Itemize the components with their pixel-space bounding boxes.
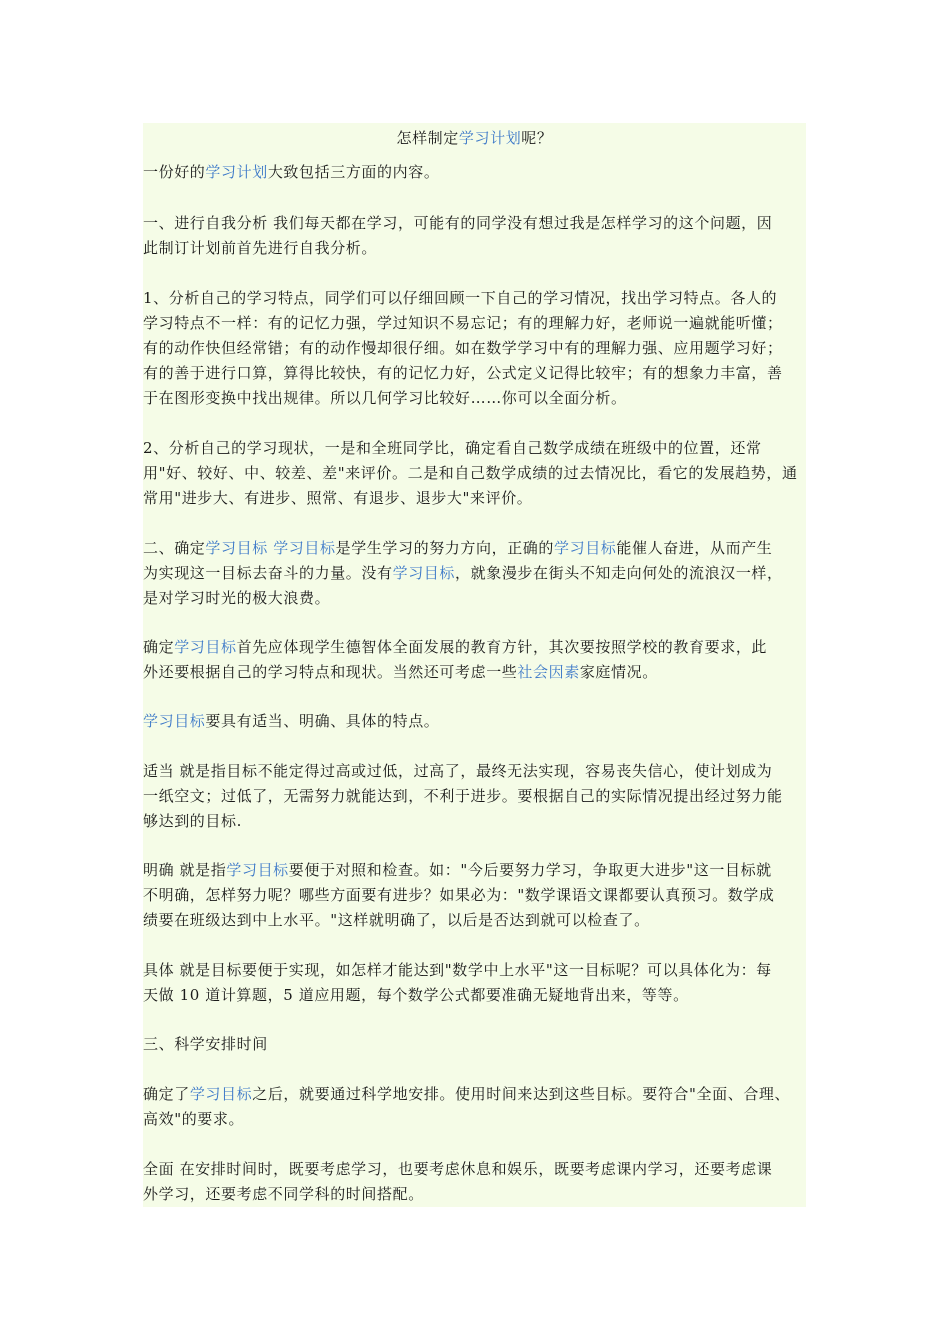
paragraph-line: 绩要在班级达到中上水平。"这样就明确了，以后是否达到就可以检查了。: [143, 911, 650, 929]
paragraph-line: 明确 就是指学习目标要便于对照和检查。如："今后要努力学习，争取更大进步"这一目标就: [143, 861, 772, 879]
link-social-factors[interactable]: 社会因素: [517, 663, 580, 681]
link-study-goal[interactable]: 学习目标: [226, 861, 289, 879]
paragraph-line: 适当 就是指目标不能定得过高或过低，过高了，最终无法实现，容易丧失信心，使计划成为: [143, 762, 773, 780]
paragraph-line: 用"好、较好、中、较差、差"来评价。二是和自己数学成绩的过去情况比，看它的发展趋势，通: [143, 464, 798, 482]
link-study-goal[interactable]: 学习目标: [174, 638, 237, 656]
document-title: 怎样制定学习计划呢？: [396, 129, 553, 147]
paragraph-line: 外还要根据自己的学习特点和现状。当然还可考虑一些社会因素家庭情况。: [143, 663, 658, 681]
paragraph-line: 为实现这一目标去奋斗的力量。没有学习目标，就象漫步在街头不知走向何处的流浪汉一样，: [143, 564, 783, 582]
paragraph-line: 具体 就是目标要便于实现，如怎样才能达到"数学中上水平"这一目标呢？可以具体化为：每: [143, 961, 772, 979]
link-study-goal[interactable]: 学习目标: [273, 539, 336, 557]
paragraph-line: 常用"进步大、有进步、照常、有退步、退步大"来评价。: [143, 489, 533, 507]
paragraph-line: 全面 在安排时间时，既要考虑学习，也要考虑休息和娱乐，既要考虑课内学习，还要考虑课: [143, 1160, 773, 1178]
link-study-goal[interactable]: 学习目标: [554, 539, 617, 557]
paragraph-line: 够达到的目标.: [143, 812, 242, 830]
link-study-goal[interactable]: 学习目标: [392, 564, 456, 582]
intro-paragraph: 一份好的学习计划大致包括三方面的内容。: [143, 163, 440, 181]
paragraph-line: 2、分析自己的学习现状，一是和全班同学比，确定看自己数学成绩在班级中的位置，还常: [143, 439, 762, 457]
paragraph-line: 是对学习时光的极大浪费。: [143, 589, 331, 607]
paragraph-line: 于在图形变换中找出规律。所以几何学习比较好……你可以全面分析。: [143, 389, 627, 407]
paragraph-line: 高效"的要求。: [143, 1110, 245, 1128]
paragraph-line: 确定学习目标首先应体现学生德智体全面发展的教育方针，其次要按照学校的教育要求，此: [143, 638, 768, 656]
link-study-plan[interactable]: 学习计划: [205, 163, 268, 181]
paragraph-line: 天做 10 道计算题，5 道应用题，每个数学公式都要准确无疑地背出来，等等。: [143, 986, 689, 1004]
paragraph-line: 学习特点不一样：有的记忆力强，学过知识不易忘记；有的理解力好，老师说一遍就能听懂；: [143, 314, 783, 332]
paragraph-line: 1、分析自己的学习特点，同学们可以仔细回顾一下自己的学习情况，找出学习特点。各人的: [143, 289, 778, 307]
link-study-goal[interactable]: 学习目标: [143, 712, 206, 730]
paragraph-line: 有的动作快但经常错；有的动作慢却很仔细。如在数学学习中有的理解力强、应用题学习好；: [143, 339, 783, 357]
paragraph-line: 此制订计划前首先进行自我分析。: [143, 239, 378, 257]
link-study-plan[interactable]: 学习计划: [458, 129, 522, 147]
paragraph-line: 学习目标要具有适当、明确、具体的特点。: [143, 712, 440, 730]
section-heading: 三、科学安排时间: [143, 1035, 268, 1053]
paragraph-line: 一纸空文；过低了，无需努力就能达到，不利于进步。要根据自己的实际情况提出经过努力能: [143, 787, 783, 805]
paragraph-line: 二、确定学习目标 学习目标是学生学习的努力方向，正确的学习目标能催人奋进，从而产生: [143, 539, 773, 557]
paragraph-line: 确定了学习目标之后，就要通过科学地安排。使用时间来达到这些目标。要符合"全面、合理、: [143, 1085, 791, 1103]
paragraph-line: 一、进行自我分析 我们每天都在学习，可能有的同学没有想过我是怎样学习的这个问题，因: [143, 214, 773, 232]
paragraph-line: 有的善于进行口算，算得比较快，有的记忆力好，公式定义记得比较牢；有的想象力丰富，善: [143, 364, 783, 382]
link-study-goal[interactable]: 学习目标: [205, 539, 268, 557]
paragraph-line: 外学习，还要考虑不同学科的时间搭配。: [143, 1185, 424, 1203]
paragraph-line: 不明确，怎样努力呢？哪些方面要有进步？如果必为："数学课语文课都要认真预习。数学成: [143, 886, 775, 904]
link-study-goal[interactable]: 学习目标: [189, 1085, 253, 1103]
